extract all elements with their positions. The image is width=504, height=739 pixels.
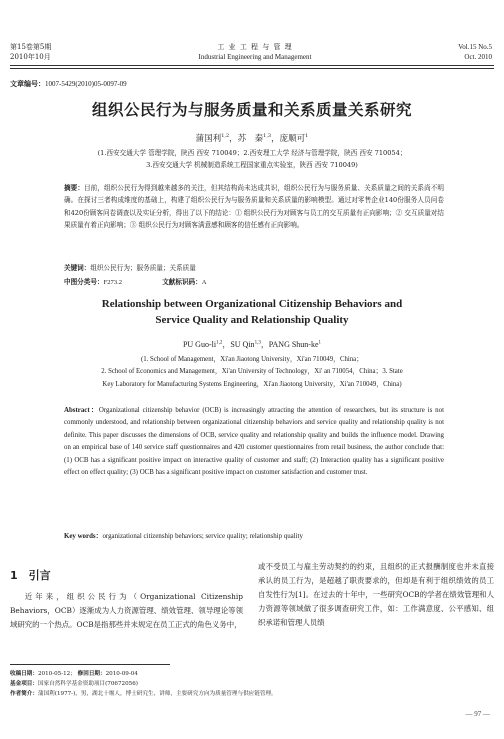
- author-3: ，庞顺可: [271, 134, 306, 144]
- title-en: [0, 296, 504, 328]
- title-en-line1: Relationship between Organizational Citizenship Behaviors and: [101, 298, 403, 310]
- received-date: 2010-05-12；: [37, 671, 76, 677]
- affil-en-line3: Key Laboratory for Manufacturing Systems Engineering，Xi'an Jiaotong University，Xi'an 710049，China): [102, 380, 402, 388]
- affiliations-en: [20, 354, 484, 391]
- keywords-en-text: organizational citizenship behaviors; service quality; relationship quality: [102, 533, 303, 540]
- article-number: [10, 79, 127, 89]
- keywords-cn: [64, 262, 196, 272]
- page-number: — 97 —: [465, 710, 490, 718]
- author-en-2-sup: 1,3: [254, 340, 261, 346]
- footnote-author: [10, 689, 490, 699]
- author-2-sup: 1,3: [263, 133, 272, 140]
- abstract-cn-text: 目前，组织公民行为得到越来越多的关注，但其结构尚未达成共识，组织公民行为与服务质量、关系质量之间的关系尚不明确。在探讨三者构成维度的基础上，构建了组织公民行为与服务质量和关系质量的影响模型。通过对零售企业140份服务人员问卷和420份顾客问卷调查以及实证分析，得出了以下的结论：① 组织公民行为对顾客与员工的交互质量有正向影响；② 交互质量对结果质量有着正向影响；③ 组织公民行为对顾客满意感和顾客的信任感有正向影响。: [64, 184, 445, 230]
- affil-cn-line1: (1.西安交通大学 管理学院，陕西 西安 710049；2.西安理工大学 经济与管理学院，陕西 西安 710054；: [97, 149, 407, 157]
- footnotes: [10, 669, 490, 699]
- classification-value: F273.2: [103, 279, 123, 286]
- classification: [64, 276, 207, 286]
- author-3-sup: 1: [305, 133, 309, 140]
- author-en-3-sup: 1: [318, 340, 322, 346]
- body-right-column: 或不受员工与雇主劳动契约的约束，且组织的正式报酬制度也并未直接承认的员工行为，是超越了职责要求的，但却是有利于组织绩效的员工自发性行为[1]。在过去的十年中，一些研究OCB的学者在绩效管理和人力资源等领域做了很多调查研究工作，如：工作满意度、公平感知、组织承诺和管理人员绩: [258, 562, 494, 627]
- received-label: 收稿日期：: [10, 671, 38, 677]
- title-en-line2: Service Quality and Relationship Quality: [155, 314, 349, 326]
- footnote-dates: [10, 669, 490, 679]
- abstract-cn: [64, 182, 444, 232]
- abstract-en: [64, 405, 444, 479]
- journal-issue-cn: [10, 42, 51, 62]
- abstract-cn-label: 摘要：: [64, 184, 85, 192]
- footnote-fund: [10, 679, 490, 689]
- journal-issue-en: [458, 42, 492, 62]
- affiliations-cn: [20, 147, 484, 171]
- header-rule-top: [10, 65, 494, 66]
- journal-name-en: Industrial Engineering and Management: [198, 53, 312, 61]
- affil-en-line2: 2. School of Economics and Management，Xi'an University of Technology，Xi' an 710054，China；3. State: [101, 368, 403, 376]
- author-en-3: ，PANG Shun-ke: [260, 340, 319, 349]
- revised-date: 2010-09-04: [105, 671, 138, 677]
- keywords-cn-text: 组织公民行为；服务质量；关系质量: [90, 264, 196, 272]
- author-2: ，苏 秦: [229, 134, 264, 144]
- date-en: Oct. 2010: [464, 53, 492, 61]
- authors-cn: [0, 132, 504, 144]
- section-heading: 1 引言: [10, 569, 51, 582]
- abstract-en-label: Abstract：: [64, 407, 99, 414]
- abstract-en-text: Organizational citizenship behavior (OCB) is increasingly attracting the attention of researchers, but its structure is not commonly understood, and relationship between organizational citizenship behaviors and service quality and relationship quality is not definite. This paper discusses the dimensions of OCB, service quality and relationship quality and builds the influence model. Drawing on an empirical base of 140 service staff questionnaires and 420 customer questionnaires from retail business, the author conclude that: (1) OCB has a significant positive impact on interactive quality of customer and staff; (2) Interaction quality has a significant positive effect on effect quality; (3) OCB has a significant positive impact on customer satisfaction and customer trust.: [64, 407, 444, 477]
- article-number-value: 1007-5429(2010)05-0097-09: [45, 80, 127, 88]
- affil-cn-line2: 3.西安交通大学 机械制造系统工程国家重点实验室，陕西 西安 710049): [146, 161, 358, 169]
- title-cn: 组织公民行为与服务质量和关系质量关系研究: [91, 101, 412, 119]
- author-1-sup: 1,2: [221, 133, 230, 140]
- doc-code-label: 文献标识码：: [162, 278, 202, 286]
- date-cn: 2010年10月: [10, 53, 51, 61]
- footnote-rule: [10, 664, 170, 665]
- affil-en-line1: (1. School of Management，Xi'an Jiaotong University，Xi'an 710049，China；: [141, 356, 363, 363]
- fund-text: 国家自然科学基金资助项目(70672056): [37, 681, 138, 687]
- volume-en: Vol.15 No.5: [458, 43, 492, 51]
- journal-name-cn: 工 业 工 程 与 管 理: [217, 43, 293, 51]
- author-bio-text: 蒲国利(1977-)，男，湖北十堰人，博士研究生，讲师，主要研究方向为质量管理与供应链管理。: [37, 691, 277, 697]
- authors-en: [0, 339, 504, 350]
- article-number-label: 文章编号：: [10, 80, 45, 88]
- body-left-column: 近年来，组织公民行为（Organizational Citizenship Behaviors，OCB）逐渐成为人力资源管理、绩效管理、领导理论等领域研究的一个热点。OCB是指那些并未规定在员工正式的角色义务中，: [10, 592, 243, 629]
- classification-label: 中图分类号：: [64, 278, 104, 286]
- fund-label: 基金项目：: [10, 681, 38, 687]
- keywords-en: [64, 530, 444, 540]
- author-en-2: ，SU Qin: [222, 340, 255, 349]
- author-en-1-sup: 1,2: [216, 340, 223, 346]
- journal-name: [150, 42, 360, 62]
- header-rule-bottom: [10, 68, 494, 69]
- author-1: 蒲国利: [195, 134, 222, 144]
- volume-cn: 第15卷第5期: [10, 43, 52, 51]
- author-bio-label: 作者简介：: [10, 691, 38, 697]
- author-en-1: PU Guo-li: [182, 340, 217, 349]
- doc-code-value: A: [201, 279, 207, 286]
- keywords-en-label: Key words：: [64, 533, 103, 540]
- revised-label: 修回日期：: [77, 671, 106, 677]
- keywords-cn-label: 关键词：: [64, 264, 91, 272]
